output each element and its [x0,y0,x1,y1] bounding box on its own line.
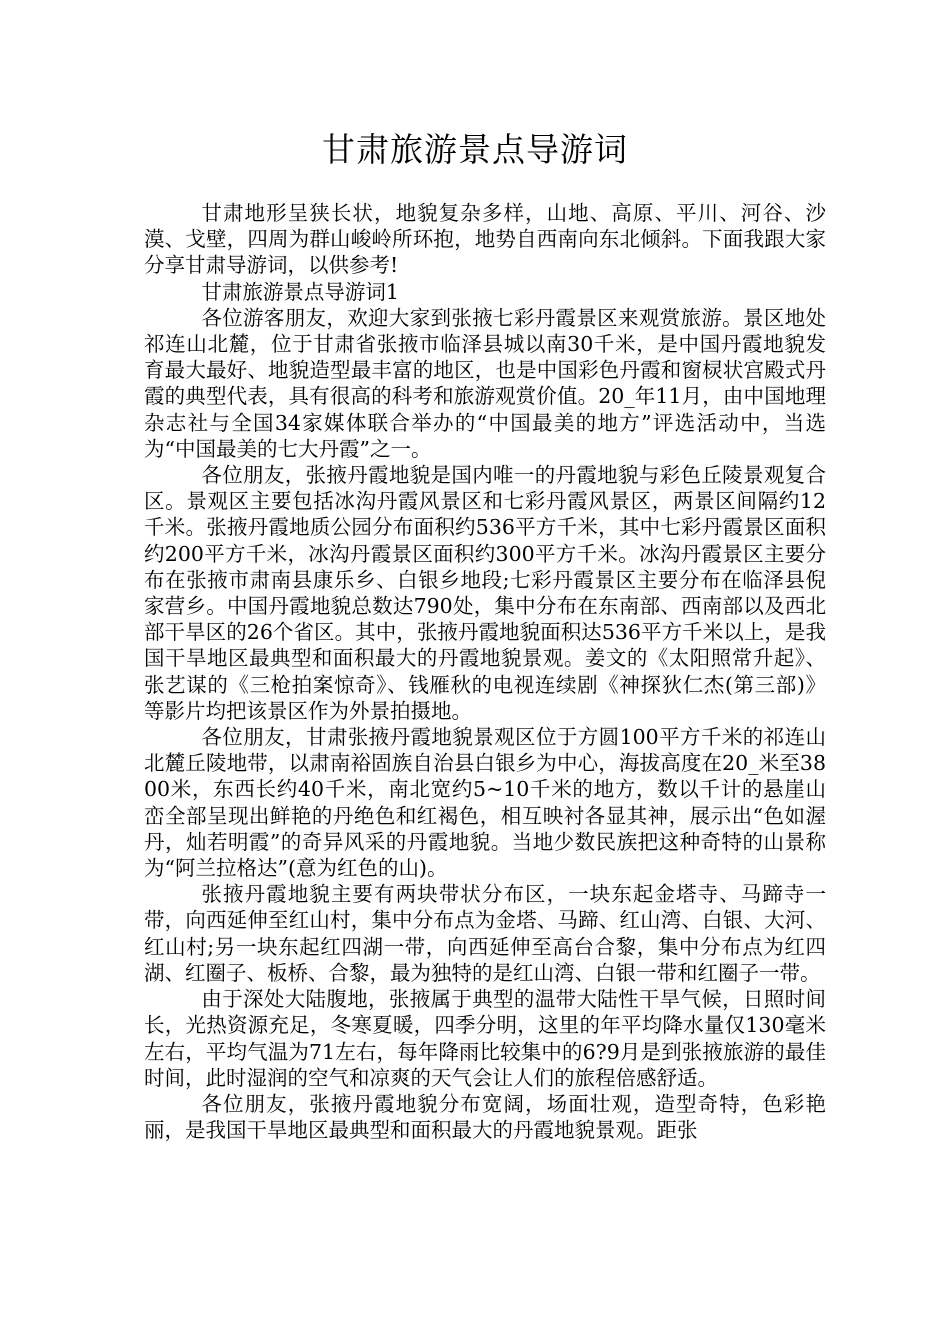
body-paragraph: 各位朋友，张掖丹霞地貌是国内唯一的丹霞地貌与彩色丘陵景观复合区。景观区主要包括冰沟丹霞风景区和七彩丹霞风景区，两景区间隔约12千米。张掖丹霞地质公园分布面积约536平方千米，其中七彩丹霞景区面积约200平方千米，冰沟丹霞景区面积约300平方千米。冰沟丹霞景区主要分布在张掖市肃南县康乐乡、白银乡地段;七彩丹霞景区主要分布在临泽县倪家营乡。中国丹霞地貌总数达790处，集中分布在东南部、西南部以及西北部干旱区的26个省区。其中，张掖丹霞地貌面积达536平方千米以上，是我国干旱地区最典型和面积最大的丹霞地貌景观。姜文的《太阳照常升起》、张艺谋的《三枪拍案惊奇》、钱雁秋的电视连续剧《神探狄仁杰(第三部)》等影片均把该景区作为外景拍摄地。 [144,463,826,723]
body-paragraph: 各位朋友，甘肃张掖丹霞地貌景观区位于方圆100平方千米的祁连山北麓丘陵地带，以肃南裕固族自治县白银乡为中心，海拔高度在20_米至3800米，东西长约40千米，南北宽约5~10千米的地方，数以千计的悬崖山峦全部呈现出鲜艳的丹绝色和红褐色，相互映衬各显其神，展示出“色如渥丹，灿若明霞”的奇异风采的丹霞地貌。当地少数民族把这种奇特的山景称为“阿兰拉格达”(意为红色的山)。 [144,725,826,881]
body-paragraph: 张掖丹霞地貌主要有两块带状分布区，一块东起金塔寺、马蹄寺一带，向西延伸至红山村，集中分布点为金塔、马蹄、红山湾、白银、大河、红山村;另一块东起红四湖一带，向西延伸至高台合黎，集中分布点为红四湖、红圈子、板桥、合黎，最为独特的是红山湾、白银一带和红圈子一带。 [144,882,826,985]
body-paragraph: 由于深处大陆腹地，张掖属于典型的温带大陆性干旱气候，日照时间长，光热资源充足，冬寒夏暖，四季分明，这里的年平均降水量仅130毫米左右，平均气温为71左右，每年降雨比较集中的6?9月是到张掖旅游的最佳时间，此时湿润的空气和凉爽的天气会让人们的旅程倍感舒适。 [144,987,826,1090]
intro-paragraph: 甘肃地形呈狭长状，地貌复杂多样，山地、高原、平川、河谷、沙漠、戈壁，四周为群山峻岭所环抱，地势自西南向东北倾斜。下面我跟大家分享甘肃导游词，以供参考! [144,201,826,278]
body-paragraph: 各位游客朋友，欢迎大家到张掖七彩丹霞景区来观赏旅游。景区地处祁连山北麓，位于甘肃省张掖市临泽县城以南30千米，是中国丹霞地貌发育最大最好、地貌造型最丰富的地区，也是中国彩色丹霞和窗棂状宫殿式丹霞的典型代表，具有很高的科考和旅游观赏价值。20_年11月，由中国地理杂志社与全国34家媒体联合举办的“中国最美的地方”评选活动中，当选为“中国最美的七大丹霞”之一。 [144,305,826,461]
document-title: 甘肃旅游景点导游词 [322,130,628,169]
body-paragraph: 各位朋友，张掖丹霞地貌分布宽阔，场面壮观，造型奇特，色彩艳丽，是我国干旱地区最典型和面积最大的丹霞地貌景观。距张 [144,1091,826,1143]
document-body [144,200,826,1143]
section-heading: 甘肃旅游景点导游词1 [201,279,399,304]
